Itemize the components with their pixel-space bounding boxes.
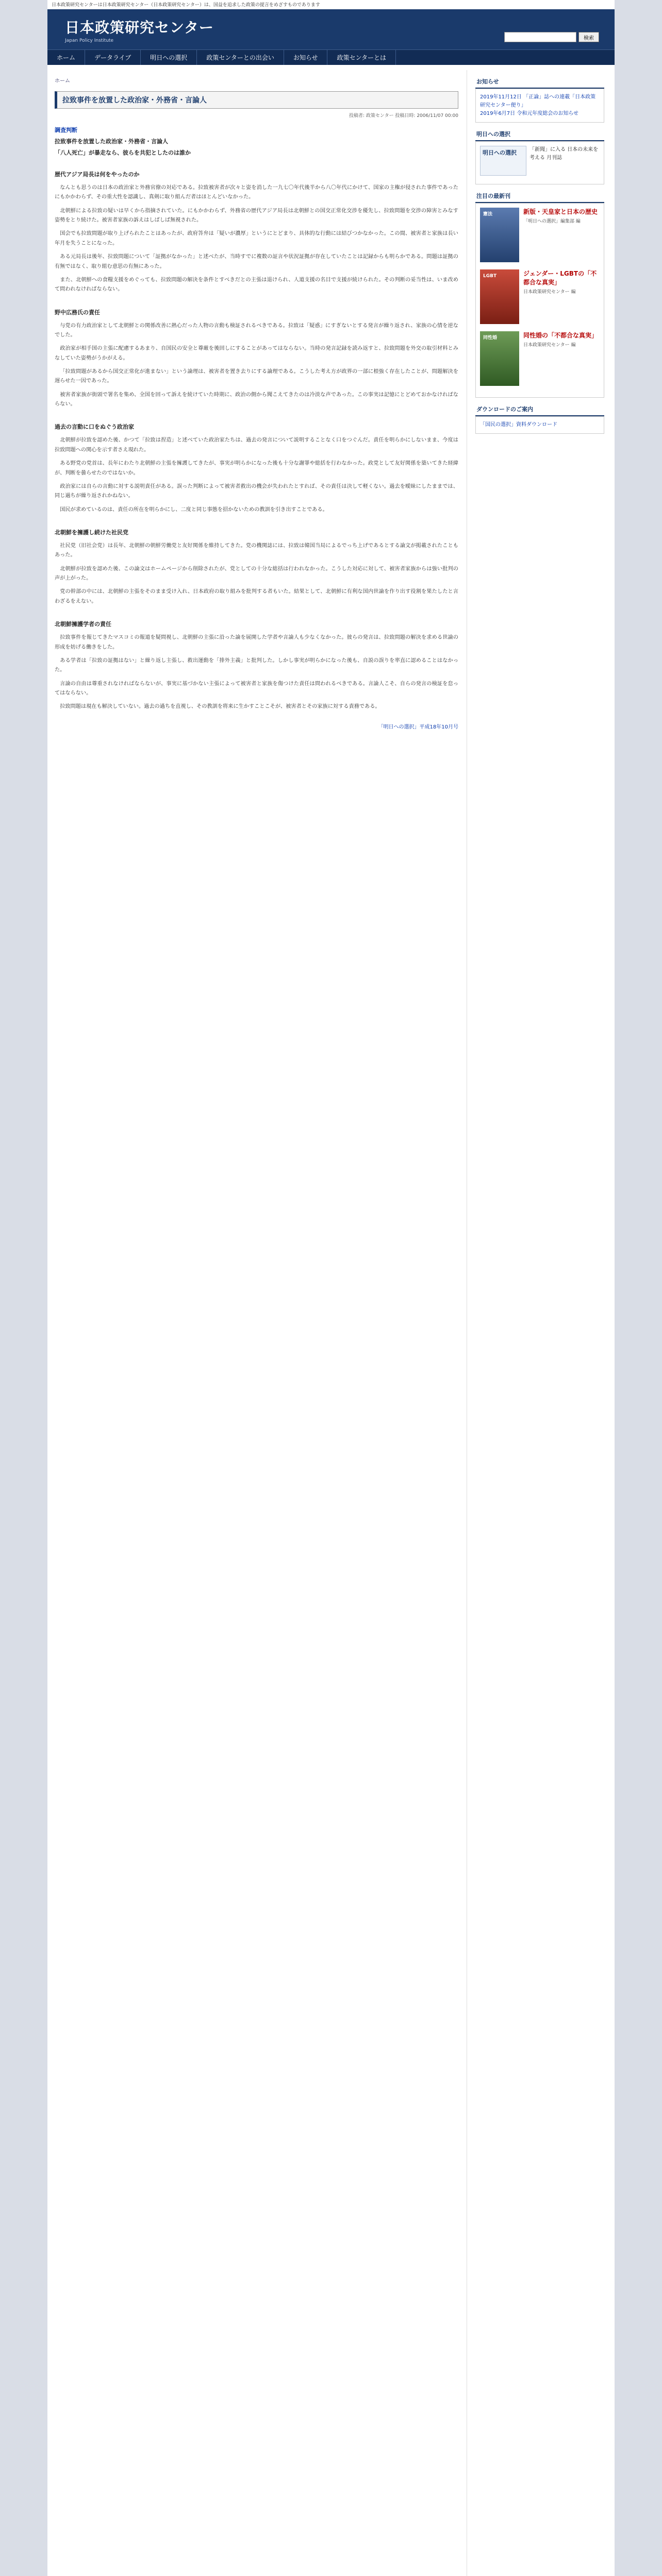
top-tagline: 日本政策研究センターは日本政策研究センター（日本政策研究センター）は、国益を追求した政策の提言をめざすものであります bbox=[47, 0, 615, 9]
book-cover: LGBT bbox=[480, 269, 519, 324]
book-desc: 日本政策研究センター 編 bbox=[523, 342, 576, 348]
article-paragraph: 党の幹部の中には、北朝鮮の主張をそのまま受け入れ、日本政府の取り組みを批判する者もいた。結果として、北朝鮮に有利な国内世論を作り出す役割を果たしたと言わざるをえない。 bbox=[55, 589, 458, 604]
nav-about[interactable]: 政策センターとは bbox=[327, 50, 396, 65]
section-heading: 野中広務氏の責任 bbox=[55, 309, 100, 316]
nav-notice[interactable]: お知らせ bbox=[284, 50, 328, 65]
article-paragraph: 政治家には自らの言動に対する説明責任がある。誤った判断によって被害者救出の機会が失われたとすれば、その責任は決して軽くない。過去を曖昧にしたままでは、同じ過ちが繰り返されかねない。 bbox=[55, 483, 458, 499]
notice-heading: お知らせ bbox=[475, 75, 604, 89]
main-nav bbox=[47, 49, 615, 65]
article-paragraph: 被害者家族が街頭で署名を集め、全国を回って訴えを続けていた時期に、政治の側から聞こえてきたのは冷淡な声であった。この事実は記憶にとどめておかなければならない。 bbox=[55, 392, 458, 408]
article-body bbox=[55, 170, 458, 712]
book-desc: 「明日への選択」編集部 編 bbox=[523, 218, 581, 224]
book-title[interactable]: 同性婚の「不都合な真実」 bbox=[523, 332, 598, 339]
article-paragraph: 拉致事件を報じてきたマスコミの報道を疑問視し、北朝鮮の主張に沿った論を展開した学者や言論人も少なくなかった。彼らの発言は、拉致問題の解決を求める世論の形成を妨げる働きをした。 bbox=[55, 635, 458, 650]
article-paragraph: 北朝鮮が拉致を認めた後、かつて「拉致は捏造」と述べていた政治家たちは、過去の発言について説明することなく口をつぐんだ。責任を明らかにしないまま、今度は拉致問題への関心を示す者さえ現れた。 bbox=[55, 437, 458, 453]
article-paragraph: ある野党の党首は、長年にわたり北朝鮮の主張を擁護してきたが、事実が明らかになった後も十分な謝罪や総括を行わなかった。政党として友好関係を築いてきた経緯が、判断を曇らせたのではないか。 bbox=[55, 461, 458, 476]
nav-tomorrow-choice[interactable]: 明日への選択 bbox=[141, 50, 197, 65]
magazine-desc: 「新聞」に入る 日本の未来を考える 月刊誌 bbox=[529, 147, 599, 161]
notice-box bbox=[475, 89, 604, 123]
books-box bbox=[475, 203, 604, 398]
article-paragraph: 国民が求めているのは、責任の所在を明らかにし、二度と同じ事態を招かないための教訓を引き出すことである。 bbox=[60, 506, 328, 513]
book-item[interactable] bbox=[480, 208, 600, 262]
article-paragraph: ある元局長は後年、拉致問題について「証拠がなかった」と述べたが、当時すでに複数の証言や状況証拠が存在していたことは記録からも明らかである。問題は証拠の有無ではなく、取り組む意思の有無にあった。 bbox=[55, 254, 458, 269]
book-cover: 憲法 bbox=[480, 208, 519, 262]
section-heading: 北朝鮮擁護学者の責任 bbox=[55, 621, 111, 628]
main-column bbox=[55, 70, 467, 2576]
download-heading: ダウンロードのご案内 bbox=[475, 403, 604, 416]
article-paragraph: 社民党（旧社会党）は長年、北朝鮮の朝鮮労働党と友好関係を維持してきた。党の機関誌には、拉致は韓国当局によるでっち上げであるとする論文が掲載されたこともあった。 bbox=[55, 543, 458, 558]
notice-item[interactable]: 2019年11月12日 「正論」誌への連載「日本政策研究センター便り」 bbox=[480, 94, 596, 108]
site-header bbox=[47, 9, 615, 49]
section-heading: 過去の言動に口をぬぐう政治家 bbox=[55, 423, 134, 431]
search-button[interactable]: 検索 bbox=[578, 32, 599, 42]
notice-item[interactable]: 2019年6月7日 令和元年度総会のお知らせ bbox=[480, 111, 579, 116]
book-item[interactable] bbox=[480, 331, 600, 386]
books-heading: 注目の最新刊 bbox=[475, 190, 604, 203]
nav-meeting[interactable]: 政策センターとの出会い bbox=[197, 50, 284, 65]
magazine-item[interactable] bbox=[480, 146, 600, 176]
magazine-heading: 明日への選択 bbox=[475, 128, 604, 141]
article-paragraph: 言論の自由は尊重されなければならないが、事実に基づかない主張によって被害者と家族を傷つけた責任は問われるべきである。言論人こそ、自らの発言の検証を怠ってはならない。 bbox=[55, 681, 458, 696]
book-desc: 日本政策研究センター 編 bbox=[523, 289, 576, 295]
article-paragraph: ある学者は「拉致の証拠はない」と繰り返し主張し、救出運動を「排外主義」と批判した。しかし事実が明らかになった後も、自説の誤りを率直に認めることはなかった。 bbox=[55, 657, 458, 673]
source-link[interactable]: 「明日への選択」平成18年10月号 bbox=[378, 724, 458, 730]
site-logo-subtitle: Japan Policy Institute bbox=[65, 38, 114, 43]
magazine-cover: 明日への選択 bbox=[480, 146, 526, 176]
book-title[interactable]: 新版・天皇家と日本の歴史 bbox=[523, 208, 598, 215]
article-category[interactable]: 調査判断 bbox=[55, 127, 77, 133]
article-paragraph: 「拉致問題があるから国交正常化が進まない」という論理は、被害者を置き去りにする論理である。こうした考え方が政界の一部に根強く存在したことが、問題解決を遅らせた一因であった。 bbox=[55, 369, 458, 384]
article-lead-title: 拉致事件を放置した政治家・外務省・言論人 bbox=[55, 138, 168, 145]
article-paragraph: 北朝鮮による拉致の疑いは早くから指摘されていた。にもかかわらず、外務省の歴代アジア局長は北朝鮮との国交正常化交渉を優先し、拉致問題を交渉の障害とみなす姿勢をとり続けた。被害者家族の訴えはしばしば無視された。 bbox=[55, 208, 458, 224]
search-input[interactable] bbox=[504, 32, 576, 42]
article-paragraph: 政治家が相手国の主張に配慮するあまり、自国民の安全と尊厳を後回しにすることがあってはならない。当時の発言記録を読み返すと、拉致問題を外交の取引材料とみなしていた姿勢がうかがえる。 bbox=[55, 346, 458, 361]
article-paragraph: 北朝鮮が拉致を認めた後、この論文はホームページから削除されたが、党としての十分な総括は行われなかった。こうした対応に対して、被害者家族からは強い批判の声が上がった。 bbox=[55, 566, 458, 582]
article-paragraph: 拉致問題は現在も解決していない。過去の過ちを直視し、その教訓を将来に生かすことこそが、被害者とその家族に対する責務である。 bbox=[60, 704, 380, 710]
section-heading: 歴代アジア局長は何をやったのか bbox=[55, 171, 140, 178]
nav-data-live[interactable]: データライブ bbox=[85, 50, 141, 65]
book-title[interactable]: ジェンダー・LGBTの「不都合な真実」 bbox=[523, 270, 597, 286]
section-heading: 北朝鮮を擁護し続けた社民党 bbox=[55, 529, 128, 536]
breadcrumb[interactable]: ホーム bbox=[55, 78, 70, 84]
magazine-box bbox=[475, 141, 604, 184]
nav-home[interactable]: ホーム bbox=[47, 50, 85, 65]
sidebar bbox=[475, 70, 604, 2576]
download-link[interactable]: 「国民の選択」資料ダウンロード bbox=[480, 422, 557, 428]
article-paragraph: なんとも思うのは日本の政治家と外務官僚の対応である。拉致被害者が次々と姿を消した一九七〇年代後半から八〇年代にかけて、国家の主権が侵された事件であったにもかかわらず、その重大性を認識し、真剣に取り組んだ者はほとんどいなかった。 bbox=[55, 185, 458, 200]
article-lead-subtitle: 「八人死亡」が暴走なら、彼らを共犯としたのは誰か bbox=[55, 149, 191, 156]
download-box bbox=[475, 416, 604, 434]
site-logo-title[interactable]: 日本政策研究センター bbox=[65, 19, 214, 36]
article-paragraph: 与党の有力政治家として北朝鮮との関係改善に熱心だった人物の言動も検証されるべきである。拉致は「疑惑」にすぎないとする発言が繰り返され、家族の心情を逆なでした。 bbox=[55, 323, 458, 338]
search-form bbox=[504, 32, 599, 42]
article-paragraph: 国会でも拉致問題が取り上げられたことはあったが、政府答弁は「疑いが濃厚」というにとどまり、具体的な行動には結びつかなかった。この間、被害者と家族は長い年月を失うことになった。 bbox=[55, 231, 458, 246]
article-title: 拉致事件を放置した政治家・外務省・言論人 bbox=[55, 91, 458, 109]
article-meta: 投稿者: 政策センター 投稿日時: 2006/11/07 00:00 bbox=[349, 113, 458, 118]
book-cover: 同性婚 bbox=[480, 331, 519, 386]
content-area bbox=[47, 65, 615, 2576]
page bbox=[47, 0, 615, 2576]
book-item[interactable] bbox=[480, 269, 600, 324]
article-paragraph: また、北朝鮮への食糧支援をめぐっても、拉致問題の解決を条件とすべきだとの主張は退けられ、人道支援の名目で支援が続けられた。その判断の妥当性は、いま改めて問われなければならない。 bbox=[55, 277, 458, 293]
